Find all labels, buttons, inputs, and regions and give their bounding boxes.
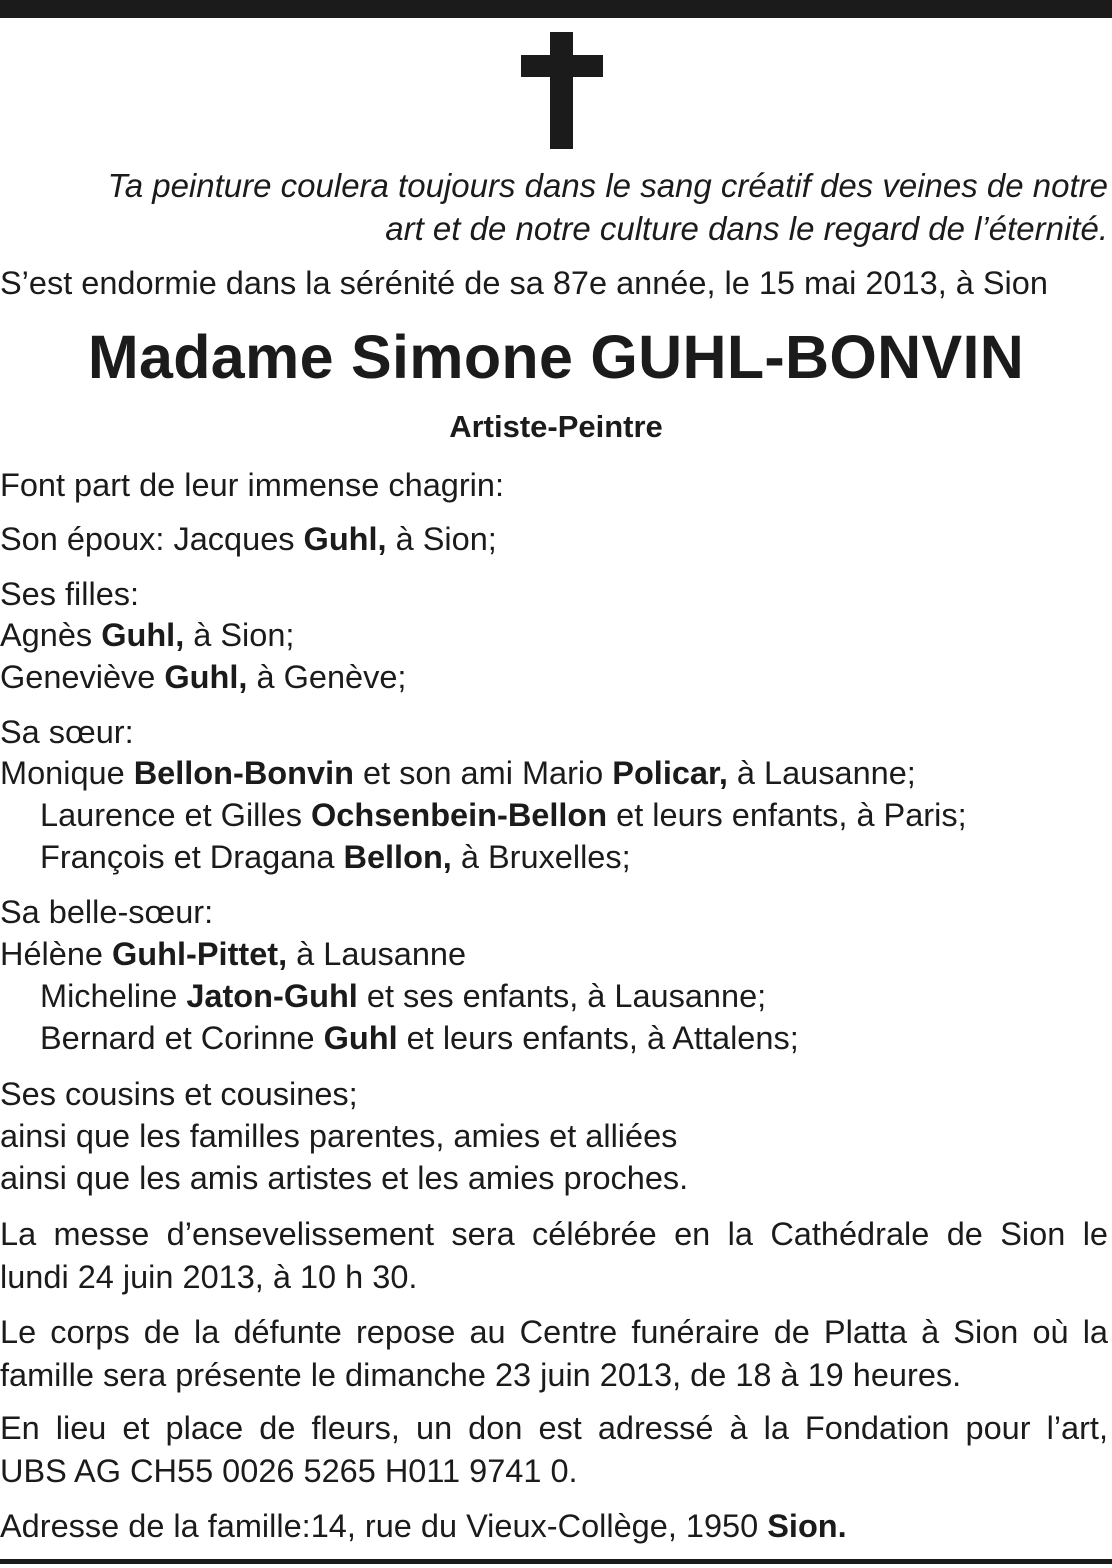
daughters-heading: Ses filles: [0, 576, 140, 612]
mass-paragraph: La messe d’ensevelissement sera célébrée en la Cathédrale de Sion le lundi 24 juin 2013, à 10 h 30. [0, 1216, 1108, 1295]
cross-icon [521, 32, 603, 149]
others-line: Ses cousins et cousines; [0, 1076, 358, 1112]
daughter-line: Geneviève Guhl, à Genève; [0, 659, 407, 695]
sister-family-line: Laurence et Gilles Ochsenbein-Bellon et leurs enfants, à Paris; [40, 797, 967, 833]
epitaph-quote [0, 164, 1108, 250]
sister-line: Monique Bellon-Bonvin et son ami Mario Policar, à Lausanne; [0, 755, 916, 791]
deceased-name: Madame Simone GUHL-BONVIN [87, 323, 1025, 391]
spouse-line: Son époux: Jacques Guhl, à Sion; [0, 521, 497, 557]
viewing-paragraph: Le corps de la défunte repose au Centre funéraire de Platta à Sion où la famille sera présente le dimanche 23 juin 2013, de 18 à 19 heures. [0, 1314, 1108, 1393]
daughter-line: Agnès Guhl, à Sion; [0, 617, 295, 653]
sisterinlaw-line: Hélène Guhl-Pittet, à Lausanne [0, 936, 467, 972]
others-line: ainsi que les familles parentes, amies et alliées [0, 1118, 678, 1154]
sisterinlaw-family-line: Micheline Jaton-Guhl et ses enfants, à Lausanne; [40, 978, 767, 1014]
quote-line-2: art et de notre culture dans le regard de l’éternité. [385, 210, 1108, 247]
others-line: ainsi que les amis artistes et les amies proches. [0, 1160, 689, 1196]
deceased-profession: Artiste-Peintre [449, 409, 663, 444]
sister-family-line: François et Dragana Bellon, à Bruxelles; [40, 839, 631, 875]
address-line: Adresse de la famille:14, rue du Vieux-Collège, 1950 Sion. [0, 1508, 847, 1544]
sisterinlaw-family-line: Bernard et Corinne Guhl et leurs enfants, à Attalens; [40, 1020, 799, 1056]
family-heading: Font part de leur immense chagrin: [0, 467, 504, 503]
quote-line-1: Ta peinture coulera toujours dans le sang créatif des veines de notre [107, 167, 1108, 204]
intro-line: S’est endormie dans la sérénité de sa 87e année, le 15 mai 2013, à Sion [0, 265, 1048, 301]
top-rule [0, 0, 1112, 18]
donation-paragraph: En lieu et place de fleurs, un don est adressé à la Fondation pour l’art, UBS AG CH55 0026 5265 H011 9741 0. [0, 1410, 1108, 1489]
bottom-rule [0, 1559, 1112, 1564]
sisterinlaw-heading: Sa belle-sœur: [0, 894, 214, 930]
sister-heading: Sa sœur: [0, 714, 134, 750]
